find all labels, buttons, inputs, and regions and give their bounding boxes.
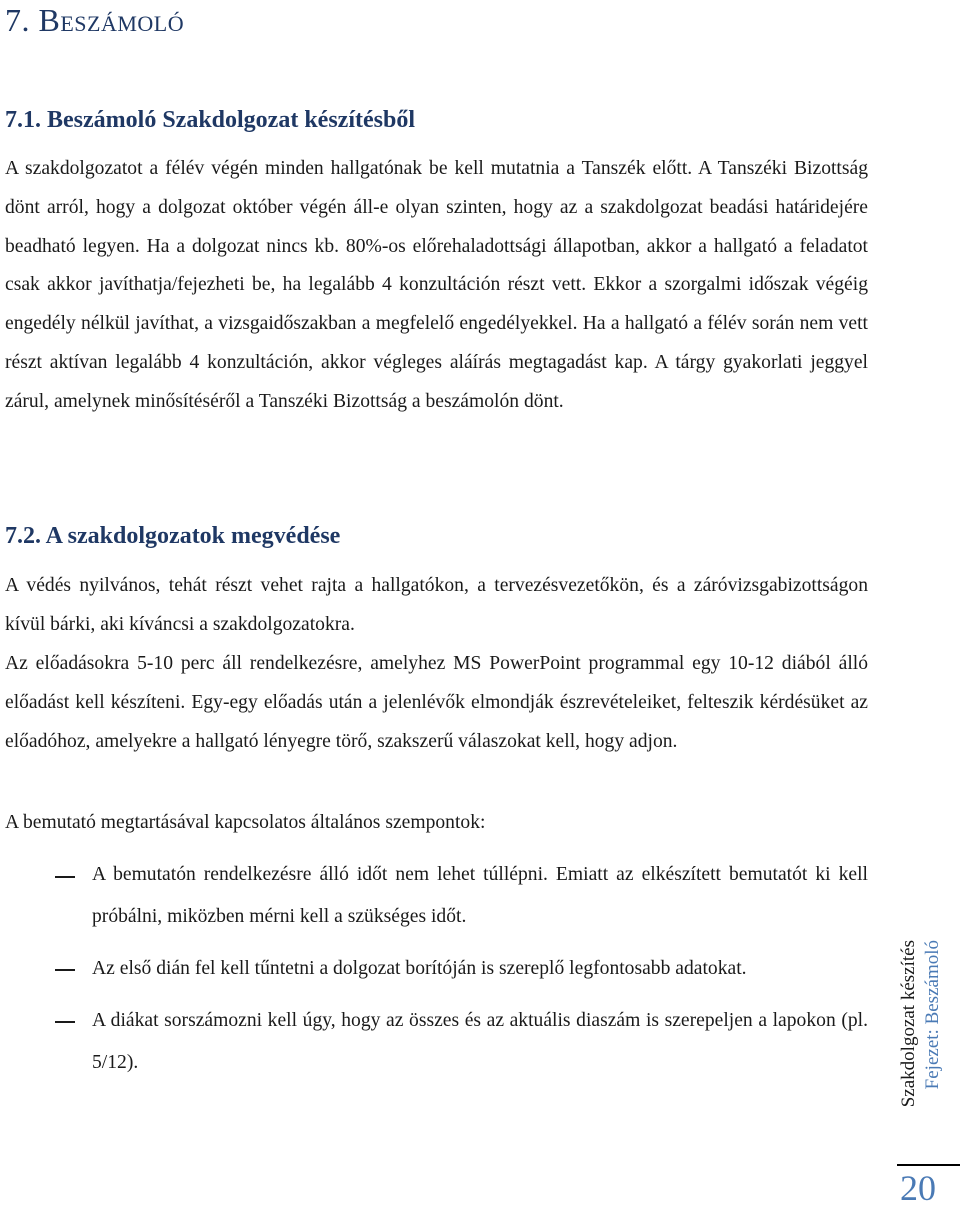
section-7-1-paragraph: A szakdolgozatot a félév végén minden hallgatónak be kell mutatnia a Tanszék előtt. A Tanszéki Bizottság dönt arról, hogy a dolgozat október végén áll-e olyan szinten, hogy az a szakdolgozat beadási határidejére beadható legyen. Ha a dolgozat nincs kb. 80%-os előrehaladottsági állapotban, akkor a hallgató a feladatot csak akkor javíthatja/fejezheti be, ha legalább 4 konzultáción részt vett. Ekkor a szorgalmi időszak végéig engedély nélkül javíthat, a vizsgaidőszakban a megfelelő engedélyekkel. Ha a hallgató a félév során nem vett részt aktívan legalább 4 konzultáción, akkor végleges aláírás megtagadást kap. A tárgy gyakorlati jeggyel zárul, amelynek minősítéséről a Tanszéki Bizottság a beszámolón dönt.	[5, 158, 868, 412]
sidebar-chapter-label: Fejezet: Beszámoló	[922, 940, 943, 1090]
list-item: A diákat sorszámozni kell úgy, hogy az összes és az aktuális diaszám is szerepeljen a lapokon (pl. 5/12).	[92, 1010, 868, 1073]
dash-bullet-icon	[55, 1021, 75, 1023]
chapter-title: 7. Beszámoló	[5, 2, 185, 38]
section-7-2-paragraph-3: A bemutató megtartásával kapcsolatos általános szempontok:	[5, 812, 486, 833]
list-item: Az első dián fel kell tűntetni a dolgozat borítóján is szereplő legfontosabb adatokat.	[92, 958, 747, 979]
dash-bullet-icon	[55, 876, 75, 878]
list-item: A bemutatón rendelkezésre álló időt nem lehet túllépni. Emiatt az elkészített bemutatót ki kell próbálni, miközben mérni kell a szükséges időt.	[92, 864, 868, 927]
section-7-2-paragraph-1: A védés nyilvános, tehát részt vehet rajta a hallgatókon, a tervezésvezetőkön, és a záróvizsgabizottságon kívül bárki, aki kíváncsi a szakdolgozatokra.	[5, 575, 868, 635]
page-number: 20	[900, 1168, 936, 1208]
section-heading-7-1: 7.1. Beszámoló Szakdolgozat készítésből	[5, 107, 415, 133]
sidebar-header	[897, 940, 957, 1160]
dash-bullet-icon	[55, 969, 75, 971]
section-7-2-paragraph-2: Az előadásokra 5-10 perc áll rendelkezésre, amelyhez MS PowerPoint programmal egy 10-12 diából álló előadást kell készíteni. Egy-egy előadás után a jelenlévők elmondják észrevételeiket, felteszik kérdésüket az előadóhoz, amelyekre a hallgató lényegre törő, szakszerű válaszokat kell, hogy adjon.	[5, 653, 868, 752]
sidebar-divider	[897, 1164, 960, 1166]
sidebar-document-title: Szakdolgozat készítés	[898, 940, 919, 1108]
section-heading-7-2: 7.2. A szakdolgozatok megvédése	[5, 523, 341, 549]
